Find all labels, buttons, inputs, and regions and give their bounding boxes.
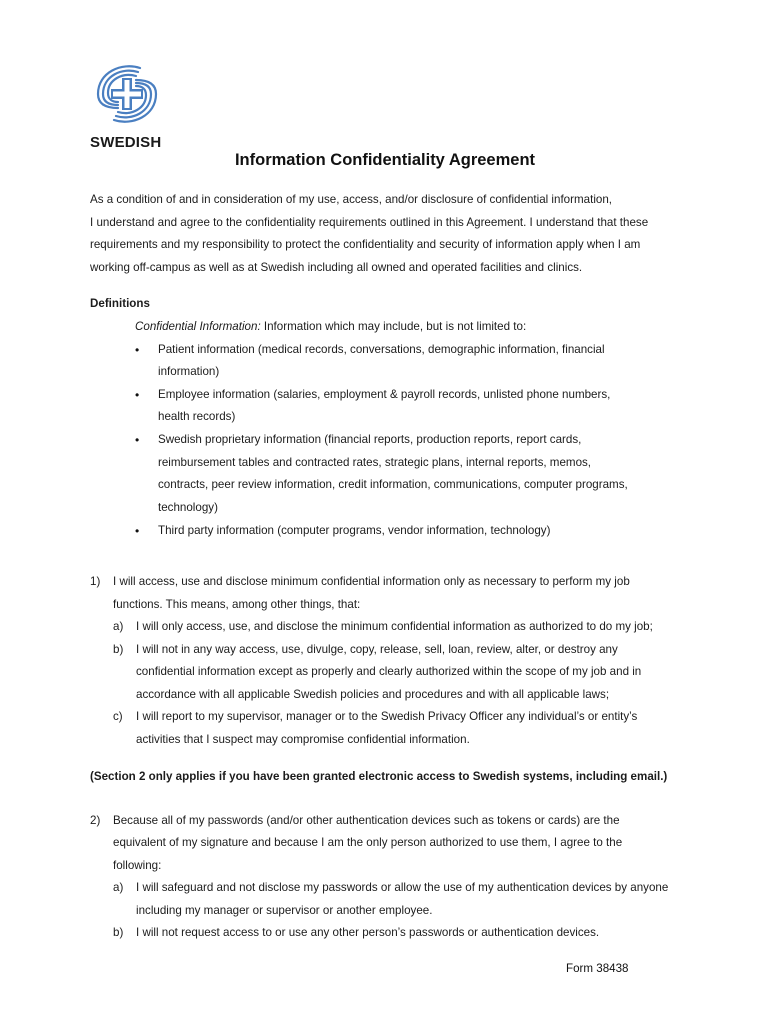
sub-item-text: I will only access, use, and disclose the minimum confidential information as authorized to do my job;	[136, 620, 653, 633]
definition-description: Information which may include, but is not limited to:	[260, 320, 527, 333]
sub-item-text: I will report to my supervisor, manager or to the Swedish Privacy Officer any individual’s or entity’s	[136, 710, 638, 723]
bullet-text: Third party information (computer programs, vendor information, technology)	[158, 524, 551, 537]
document-title: Information Confidentiality Agreement	[234, 151, 536, 169]
bullet-text: contracts, peer review information, credit information, communications, computer programs,	[158, 478, 628, 491]
sub-item-label: a)	[113, 620, 124, 633]
form-number: Form 38438	[566, 962, 629, 975]
section-text: I will access, use and disclose minimum confidential information only as necessary to perform my job	[113, 575, 630, 588]
brand-wordmark: SWEDISH	[90, 134, 162, 151]
bullet-icon: •	[135, 433, 140, 447]
bullet-text: health records)	[158, 410, 236, 423]
sub-item-text: I will not request access to or use any other person’s passwords or authentication devices.	[136, 926, 600, 939]
bullet-text: Patient information (medical records, conversations, demographic information, financial	[158, 343, 605, 356]
sub-item-label: b)	[113, 926, 124, 939]
bullet-icon: •	[135, 343, 140, 357]
bullet-text: technology)	[158, 501, 218, 514]
section-number: 2)	[90, 814, 101, 827]
section-note: (Section 2 only applies if you have been granted electronic access to Swedish systems, including email.)	[90, 770, 668, 783]
intro-line: requirements and my responsibility to protect the confidentiality and security of information apply when I am	[90, 238, 641, 251]
bullet-icon: •	[135, 524, 140, 538]
bullet-text: Employee information (salaries, employment & payroll records, unlisted phone numbers,	[158, 388, 611, 401]
section-text: equivalent of my signature and because I am the only person authorized to use them, I agree to the	[113, 836, 623, 849]
section-number: 1)	[90, 575, 101, 588]
bullet-text: information)	[158, 365, 220, 378]
intro-line: I understand and agree to the confidentiality requirements outlined in this Agreement. I understand that these	[90, 216, 649, 229]
section-text: functions. This means, among other things, that:	[113, 598, 361, 611]
sub-item-label: a)	[113, 881, 124, 894]
intro-line: As a condition of and in consideration of my use, access, and/or disclosure of confidential information,	[90, 193, 613, 206]
sub-item-text: activities that I suspect may compromise confidential information.	[136, 733, 470, 746]
definition-term: Confidential Information:	[135, 320, 261, 333]
sub-item-text: confidential information except as properly and clearly authorized within the scope of my job and in	[136, 665, 642, 678]
bullet-icon: •	[135, 388, 140, 402]
sub-item-label: c)	[113, 710, 123, 723]
sub-item-text: including my manager or supervisor or another employee.	[136, 904, 433, 917]
definitions-heading: Definitions	[90, 297, 150, 310]
definition-term-line	[135, 320, 526, 334]
section-text: Because all of my passwords (and/or other authentication devices such as tokens or cards) are the	[113, 814, 620, 827]
bullet-text: reimbursement tables and contracted rates, strategic plans, internal reports, memos,	[158, 456, 592, 469]
sub-item-text: accordance with all applicable Swedish policies and procedures and with all applicable laws;	[136, 688, 610, 701]
bullet-text: Swedish proprietary information (financial reports, production reports, report cards,	[158, 433, 582, 446]
section-text: following:	[113, 859, 162, 872]
sub-item-text: I will not in any way access, use, divulge, copy, release, sell, loan, review, alter, or destroy any	[136, 643, 618, 656]
sub-item-text: I will safeguard and not disclose my passwords or allow the use of my authentication devices by anyone	[136, 881, 669, 894]
sub-item-label: b)	[113, 643, 124, 656]
intro-line: working off-campus as well as at Swedish including all owned and operated facilities and clinics.	[90, 261, 583, 274]
